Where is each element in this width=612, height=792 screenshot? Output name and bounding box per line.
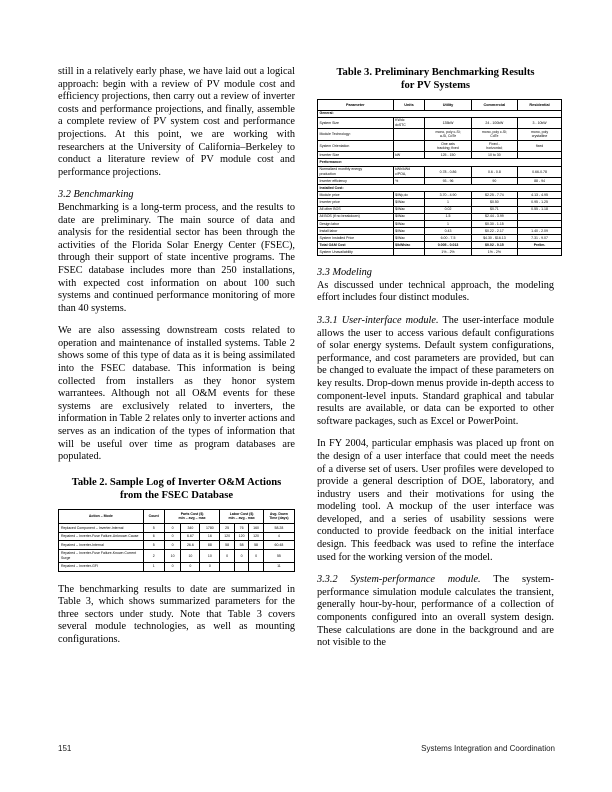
table2-cell-parts-avg: 340 [181, 524, 200, 533]
table2-cell-action: Repaired – Inverter-Fuse Failure-Known Current Surge [59, 549, 144, 562]
table3-cell-residential: 0.95 - 1.25 [518, 199, 562, 206]
table2-cell-parts-min: 10 [164, 549, 181, 562]
table3-cell-commercial: $0.30 - 1.15 [471, 220, 517, 227]
table3-cell-units [393, 249, 425, 256]
table2-cell-labor-min [220, 562, 234, 571]
table3-cell-commercial: 0.6 - 0.8 [471, 166, 517, 178]
table3-cell-parameter: All other BOS [318, 206, 394, 213]
table2-cell-count: 5 [143, 541, 164, 550]
table-row [318, 220, 562, 227]
table3-cell-commercial: $4.30 - $16.13 [471, 234, 517, 241]
table2-downtime-sublabel: Time (days) [269, 516, 289, 521]
table3-cell-parameter: Module price [318, 192, 394, 199]
table2-cell-labor-min: 0 [220, 549, 234, 562]
table2-cell-downtime: 55 [263, 549, 294, 562]
heading-3-2-benchmarking: 3.2 Benchmarking [58, 189, 134, 201]
table3-cell-residential [518, 152, 562, 159]
table3-cell-commercial: $0.50 [471, 199, 517, 206]
table2-cell-action: Repaired – Inverter-GFI [59, 562, 144, 571]
table3-cell-utility: 125 - 150 [425, 152, 471, 159]
table3-cell-commercial: 90 [471, 178, 517, 185]
table3-section-label: Performance: [318, 159, 562, 166]
heading-3-3-2-system-performance: 3.3.2 System-performance module. [317, 574, 481, 586]
table2-body [59, 524, 295, 572]
table3-cell-utility: 0.43 [425, 227, 471, 234]
table-row [318, 213, 562, 220]
table-row [318, 192, 562, 199]
table2-labor-cost-label: Labor Cost ($) [229, 511, 254, 516]
table2-cell-action: Replaced Component – Inverter-Internal [59, 524, 144, 533]
table2-downtime-label: Avg. Down [269, 511, 288, 516]
table2-cell-downtime: 11 [263, 562, 294, 571]
table-row [59, 549, 295, 562]
table3-cell-parameter: Install labor [318, 227, 394, 234]
left-column [58, 66, 295, 660]
table-row [318, 206, 562, 213]
table3-cell-parameter: Total O&M Cost [318, 242, 394, 249]
table3-col-residential: Residential [518, 100, 562, 111]
table2-cell-downtime: 60.48 [263, 541, 294, 550]
table2-caption-line2: from the FSEC Database [119, 489, 234, 501]
table-row [318, 152, 562, 159]
table3-cell-parameter: System Unavailability [318, 249, 394, 256]
table2-cell-labor-max: 58 [249, 541, 263, 550]
table2-cell-labor-min: 25 [220, 524, 234, 533]
table2-cell-action: Repaired – Inverter-Fuse Failure-Unknown Cause [59, 532, 144, 541]
table2-cell-parts-min: 0 [164, 541, 181, 550]
table3-col-utility: Utility [425, 100, 471, 111]
table3-cell-parameter: Inverter Size [318, 152, 394, 159]
table-row [318, 129, 562, 141]
table3-header-row [318, 100, 562, 111]
paragraph-fy2004: In FY 2004, particular emphasis was placed up front on the design of a user interface that could meet the needs of a diverse set of users. User profiles were developed to provide a general description of DOE, laboratory, and industry users and their motivations for using the modeling tool. A mockup of the user interface was developed, and a series of usability sessions were conducted to provide feedback on the initial interface design. This feedback was used to refine the interface used for the working version of the model. [317, 438, 554, 563]
paragraph-user-interface-body: The user-interface module allows the user to access various default configurations of solar energy systems. Default system configurations, performance, and cost parameters are provided, but can be changed to evaluate the impact of these parameters on key results. Drop-down menus provide in-depth access to component-level inputs. Standard graphical and tabular results are available, or data can be exported to other software packages, such as Excel or PowerPoint. [317, 314, 554, 427]
table3-cell-residential [518, 249, 562, 256]
table3-cell-residential: 88 - 94 [518, 178, 562, 185]
table2-cell-parts-avg: 0 [181, 562, 200, 571]
table3-col-units: Units [393, 100, 425, 111]
table3-section-row [318, 159, 562, 166]
table2-cell-parts-min: 0 [164, 524, 181, 533]
table3-cell-commercial: 10 to 30 [471, 152, 517, 159]
table-row [59, 532, 295, 541]
table3-cell-parameter: Inverter efficiency [318, 178, 394, 185]
table3-cell-commercial: $2.25 - 7.74 [471, 192, 517, 199]
table3-cell-parameter: All BOS (if no breakdown) [318, 213, 394, 220]
table3-cell-parameter: System Size [318, 117, 394, 129]
table3-cell-residential: 4.13 - 4.95 [518, 192, 562, 199]
table3-cell-utility: One axis tracking; fixed [425, 140, 471, 152]
table3-cell-parameter: Normalized monthly energy production [318, 166, 394, 178]
table3-cell-utility: mono, poly c-Si; a-Si, CdTe [425, 129, 471, 141]
table3-cell-commercial: mono, poly c-Si; CdTe [471, 129, 517, 141]
table3-cell-commercial: $0.22 - 2.17 [471, 227, 517, 234]
table3-cell-units: $/Wac [393, 220, 425, 227]
table3-cell-utility: 3.70 - 4.90 [425, 192, 471, 199]
table2-cell-labor-max: 120 [249, 532, 263, 541]
heading-3-3-1-user-interface: 3.3.1 User-interface module. [317, 314, 439, 326]
table3-cell-residential: Prelim. [518, 242, 562, 249]
table-2-inverter-om-actions [58, 509, 295, 572]
table3-cell-units: kWh/kWd c/POA, [393, 166, 425, 178]
table3-body [318, 110, 562, 256]
paragraph-benchmarking-1: Benchmarking is a long-term process, and the results to date are preliminary. The main source of data and analysis for the residential sector has been through the activities of the Florida Solar Energy Center (FSEC), through their support of state incentive programs. The FSEC database includes more than 250 installations, with expected cost information on about 100 such systems and continued performance monitoring of more than 40 systems. [58, 201, 295, 314]
table2-cell-downtime: 4 [263, 532, 294, 541]
table2-cell-labor-avg [234, 562, 248, 571]
table3-cell-units: $/Wac [393, 213, 425, 220]
table-row [318, 227, 562, 234]
table-row [318, 199, 562, 206]
table2-cell-parts-max: 0 [200, 562, 220, 571]
paragraph-user-interface-module [317, 315, 554, 428]
table2-cell-parts-avg: 10 [181, 549, 200, 562]
table3-section-row [318, 185, 562, 192]
table3-cell-units: $/Wac [393, 206, 425, 213]
table3-cell-residential [518, 213, 562, 220]
right-column [317, 66, 554, 660]
heading-3-3-modeling: 3.3 Modeling [317, 267, 372, 279]
table3-caption-line1: Table 3. Preliminary Benchmarking Results [336, 67, 535, 78]
paragraph-benchmarking-3: The benchmarking results to date are summarized in Table 3, which shows summarized parameters for the three sectors under study. Note that Table 3 covers several module technologies, as well as mounting configurations. [58, 583, 295, 645]
table2-cell-count: 5 [143, 524, 164, 533]
table3-cell-parameter: Inverter price [318, 199, 394, 206]
table3-cell-residential: 1.40 - 2.09 [518, 227, 562, 234]
table2-parts-cost-label: Parts Cost ($) [180, 511, 204, 516]
table2-parts-cost-sublabel: min – avg – max [178, 516, 206, 521]
table2-cell-parts-max: 1780 [200, 524, 220, 533]
table3-cell-utility: 6.00 - 7.5 [425, 234, 471, 241]
table3-cell-commercial: 1% - 2% [471, 249, 517, 256]
table3-cell-commercial: $2.44 - 3.99 [471, 213, 517, 220]
table2-col-labor-cost [220, 509, 263, 523]
table3-cell-utility: 1 [425, 220, 471, 227]
table3-cell-units: $/Wac [393, 227, 425, 234]
table2-header [59, 509, 295, 523]
table3-section-label: General: [318, 110, 562, 117]
table-row [318, 242, 562, 249]
table2-col-downtime [263, 509, 294, 523]
table3-cell-commercial: 24 - 100kW [471, 117, 517, 129]
table3-col-commercial: Commercial [471, 100, 517, 111]
table3-cell-utility: 1.5 [425, 213, 471, 220]
table3-cell-utility: 93 - 96 [425, 178, 471, 185]
table3-cell-units: KWdc dcSTC [393, 117, 425, 129]
table3-cell-commercial: Fixed - horizontal; [471, 140, 517, 152]
table2-labor-cost-sublabel: min – avg - max [228, 516, 255, 521]
table3-cell-residential: fixed [518, 140, 562, 152]
table-row [59, 562, 295, 571]
table3-cell-units: $/kWh/ac [393, 242, 425, 249]
table3-caption-line2: for PV Systems [400, 80, 471, 91]
table3-cell-residential: 3 - 10kW [518, 117, 562, 129]
table3-cell-parameter: Design labor [318, 220, 394, 227]
table2-cell-labor-avg: 58 [234, 541, 248, 550]
table2-cell-parts-max: 10 [200, 549, 220, 562]
table2-cell-labor-avg: 120 [234, 532, 248, 541]
table2-cell-labor-avg: 0 [234, 549, 248, 562]
paragraph-continuation: still in a relatively early phase, we have laid out a logical approach: begin with a review of PV module cost and efficiency projections, then carry out a review of inverter costs and performance projections, and finally, assemble a complete review of PV system cost and performance projections. At this point, we are working with researchers at the University of California–Berkeley to conduct a literature review of PV module cost and performance projections. [58, 66, 295, 178]
table2-cell-parts-max: 16 [200, 532, 220, 541]
table3-cell-utility: 0.005 - 0.013 [425, 242, 471, 249]
table3-cell-commercial: $0.02 - 0.15 [471, 242, 517, 249]
table-row [318, 140, 562, 152]
paragraph-modeling-intro: As discussed under technical approach, the modeling effort includes four distinct modules. [317, 279, 554, 304]
table2-col-count: Count [143, 509, 164, 523]
table2-cell-labor-max: 0 [249, 549, 263, 562]
table-row [318, 234, 562, 241]
table2-cell-labor-max [249, 562, 263, 571]
table3-section-row [318, 110, 562, 117]
table3-cell-units: $/Wp,dc [393, 192, 425, 199]
table2-cell-parts-avg: 6.67 [181, 532, 200, 541]
table3-cell-commercial: $0.71 [471, 206, 517, 213]
two-column-body [58, 66, 555, 660]
table-row [318, 117, 562, 129]
table3-cell-residential: mono, poly crystalline [518, 129, 562, 141]
table3-cell-units [393, 129, 425, 141]
table2-cell-parts-avg: 26.6 [181, 541, 200, 550]
table-3-benchmarking-results [317, 99, 562, 256]
table-row [59, 541, 295, 550]
table2-cell-count: 2 [143, 549, 164, 562]
table2-cell-labor-max: 160 [249, 524, 263, 533]
table3-section-label: Installed Cost: [318, 185, 562, 192]
table3-caption [317, 66, 554, 92]
table3-cell-utility: 135kW [425, 117, 471, 129]
paragraph-benchmarking-2: We are also assessing downstream costs related to operation and maintenance of installed systems. Table 2 shows some of this type of data as it is being assimilated into the FSEC database. This information is being collected from installers as they honor system warrantees. Although not all O&M events for these systems are exclusively related to inverters, the information in Table 2 relates only to inverter actions and serves as an indication of the types of information that will be useful over time as program databases are populated. [58, 325, 295, 463]
table3-cell-utility: 1 [425, 199, 471, 206]
table3-cell-parameter: System Orientation [318, 140, 394, 152]
table-row [59, 524, 295, 533]
table3-cell-parameter: System Installed Price [318, 234, 394, 241]
table2-col-action: Action – Mode [59, 509, 144, 523]
table3-cell-residential: 7.31 - 9.07 [518, 234, 562, 241]
table2-cell-labor-min: 58 [220, 541, 234, 550]
table3-cell-residential: 0.55 - 1.18 [518, 206, 562, 213]
table3-cell-residential [518, 220, 562, 227]
table-row [318, 178, 562, 185]
table3-cell-parameter: Module Technology: [318, 129, 394, 141]
table3-cell-units [393, 140, 425, 152]
table3-cell-utility: 1% - 2% [425, 249, 471, 256]
table2-cell-count: 6 [143, 532, 164, 541]
table2-cell-parts-max: 88 [200, 541, 220, 550]
table2-caption [58, 476, 295, 502]
running-title: Systems Integration and Coordination [421, 744, 555, 753]
table2-cell-action: Repaired – Inverter-Internal [59, 541, 144, 550]
page-footer [58, 744, 555, 753]
table-row [318, 249, 562, 256]
paragraph-system-performance-body: The system-performance simulation module calculates the transient, generally hour-by-hour, performance of a collection of components configured into an overall system design. These calculations are done in the background and are not visible to the [317, 574, 554, 649]
page-number: 151 [58, 744, 72, 753]
table3-cell-units: $/Wac [393, 199, 425, 206]
table2-caption-line1: Table 2. Sample Log of Inverter O&M Actions [71, 476, 282, 488]
table2-cell-parts-min: 0 [164, 532, 181, 541]
table3-cell-units: kW [393, 152, 425, 159]
table2-col-parts-cost [164, 509, 220, 523]
table3-header [318, 100, 562, 111]
table2-cell-labor-avg: 76 [234, 524, 248, 533]
paragraph-system-performance-module [317, 574, 554, 650]
table2-cell-parts-min: 0 [164, 562, 181, 571]
table-row [318, 166, 562, 178]
table3-cell-utility: 0.02 [425, 206, 471, 213]
table2-cell-labor-min: 120 [220, 532, 234, 541]
table2-cell-downtime: 58.28 [263, 524, 294, 533]
table3-cell-units: % [393, 178, 425, 185]
table3-cell-utility: 0.78 - 0.86 [425, 166, 471, 178]
table3-col-parameter: Parameter [318, 100, 394, 111]
table3-cell-residential: 0.66-0.78 [518, 166, 562, 178]
table2-cell-count: 1 [143, 562, 164, 571]
table3-cell-units: $/Wac [393, 234, 425, 241]
table2-header-row [59, 509, 295, 523]
